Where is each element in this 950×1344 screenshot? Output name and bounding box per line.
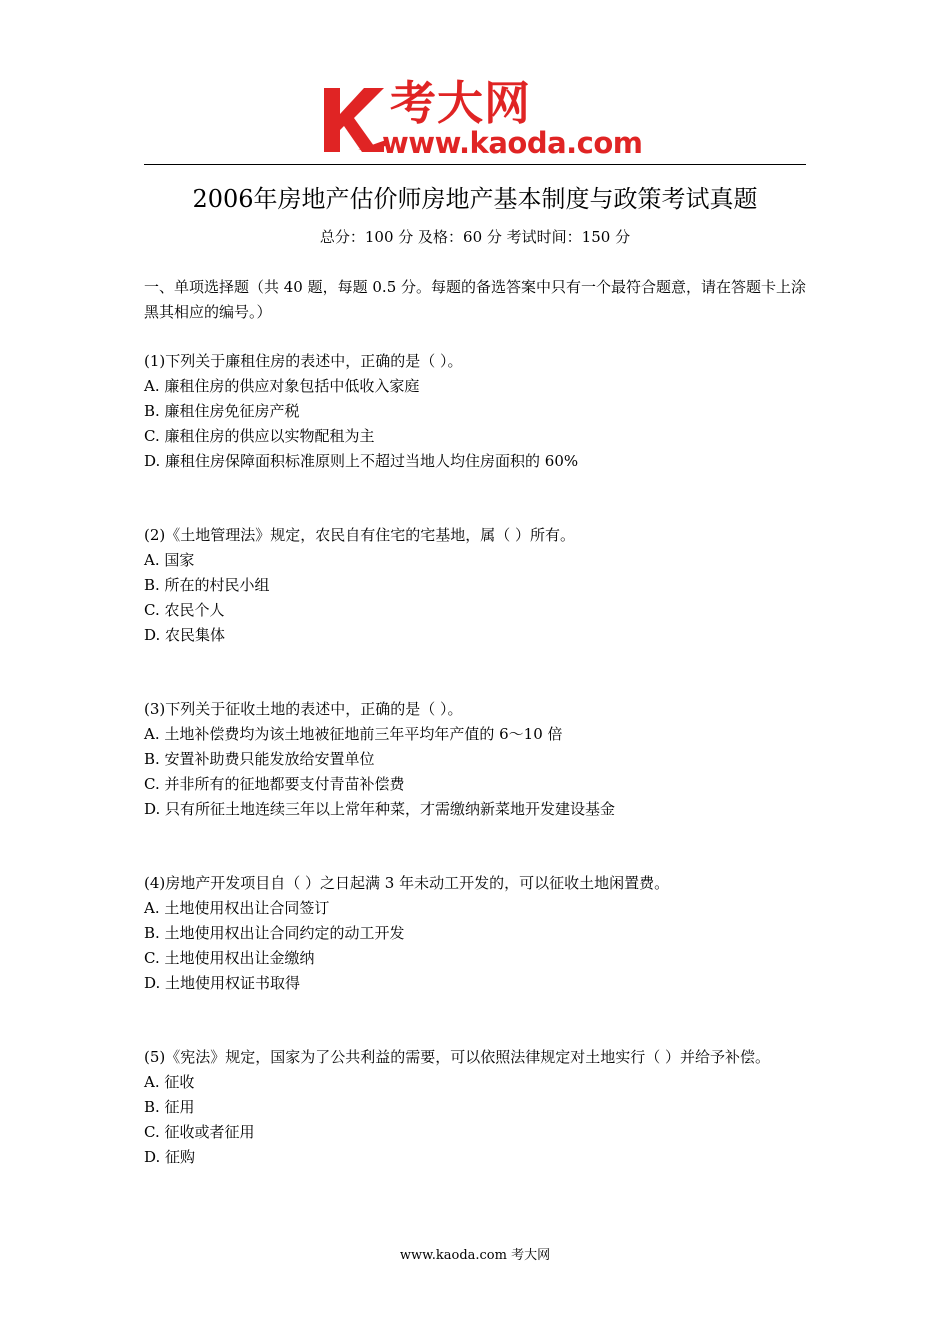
question-2: [144, 523, 824, 648]
question-stem: (5)《宪法》规定，国家为了公共利益的需要，可以依照法律规定对土地实行（ ）并给予补偿。: [144, 1048, 771, 1066]
kaoda-logo: [318, 76, 643, 162]
option-c: C. 征收或者征用: [144, 1123, 255, 1141]
option-b: B. 所在的村民小组: [144, 576, 270, 594]
option-a: A. 廉租住房的供应对象包括中低收入家庭: [144, 377, 420, 395]
question-stem: (4)房地产开发项目自（ ）之日起满 3 年未动工开发的，可以征收土地闲置费。: [144, 874, 670, 892]
option-d: D. 农民集体: [144, 626, 226, 644]
k-logo-icon: [318, 84, 388, 154]
option-b: B. 征用: [144, 1098, 195, 1116]
question-stem: (1)下列关于廉租住房的表述中，正确的是（ ）。: [144, 352, 463, 370]
option-b: B. 土地使用权出让合同约定的动工开发: [144, 924, 405, 942]
logo-url-text: www.kaoda.com: [382, 126, 643, 160]
option-c: C. 农民个人: [144, 601, 225, 619]
option-b: B. 安置补助费只能发放给安置单位: [144, 750, 375, 768]
page-title: 2006年房地产估价师房地产基本制度与政策考试真题: [192, 185, 758, 213]
option-c: C. 土地使用权出让金缴纳: [144, 949, 315, 967]
logo-chinese-text: 考大网: [390, 76, 531, 130]
question-1: [144, 349, 824, 474]
option-c: C. 并非所有的征地都要支付青苗补偿费: [144, 775, 405, 793]
question-stem: (2)《土地管理法》规定，农民自有住宅的宅基地，属（ ）所有。: [144, 526, 576, 544]
option-c: C. 廉租住房的供应以实物配租为主: [144, 427, 375, 445]
exam-meta: 总分：100 分 及格：60 分 考试时间：150 分: [319, 228, 631, 246]
page-footer: www.kaoda.com 考大网: [399, 1248, 551, 1263]
option-d: D. 廉租住房保障面积标准原则上不超过当地人均住房面积的 60%: [144, 452, 579, 470]
section-instructions: 一、单项选择题（共 40 题，每题 0.5 分。每题的备选答案中只有一个最符合题意，请在答题卡上涂黑其相应的编号。）: [144, 278, 807, 321]
option-d: D. 土地使用权证书取得: [144, 974, 301, 992]
question-3: [144, 697, 824, 822]
option-a: A. 土地补偿费均为该土地被征地前三年平均年产值的 6～10 倍: [144, 725, 563, 743]
option-a: A. 征收: [144, 1073, 195, 1091]
header-divider: [144, 164, 806, 165]
option-a: A. 土地使用权出让合同签订: [144, 899, 330, 917]
question-5: [144, 1045, 824, 1170]
question-4: [144, 871, 824, 996]
option-d: D. 征购: [144, 1148, 196, 1166]
option-a: A. 国家: [144, 551, 195, 569]
option-d: D. 只有所征土地连续三年以上常年种菜，才需缴纳新菜地开发建设基金: [144, 800, 616, 818]
option-b: B. 廉租住房免征房产税: [144, 402, 300, 420]
question-stem: (3)下列关于征收土地的表述中，正确的是（ ）。: [144, 700, 463, 718]
